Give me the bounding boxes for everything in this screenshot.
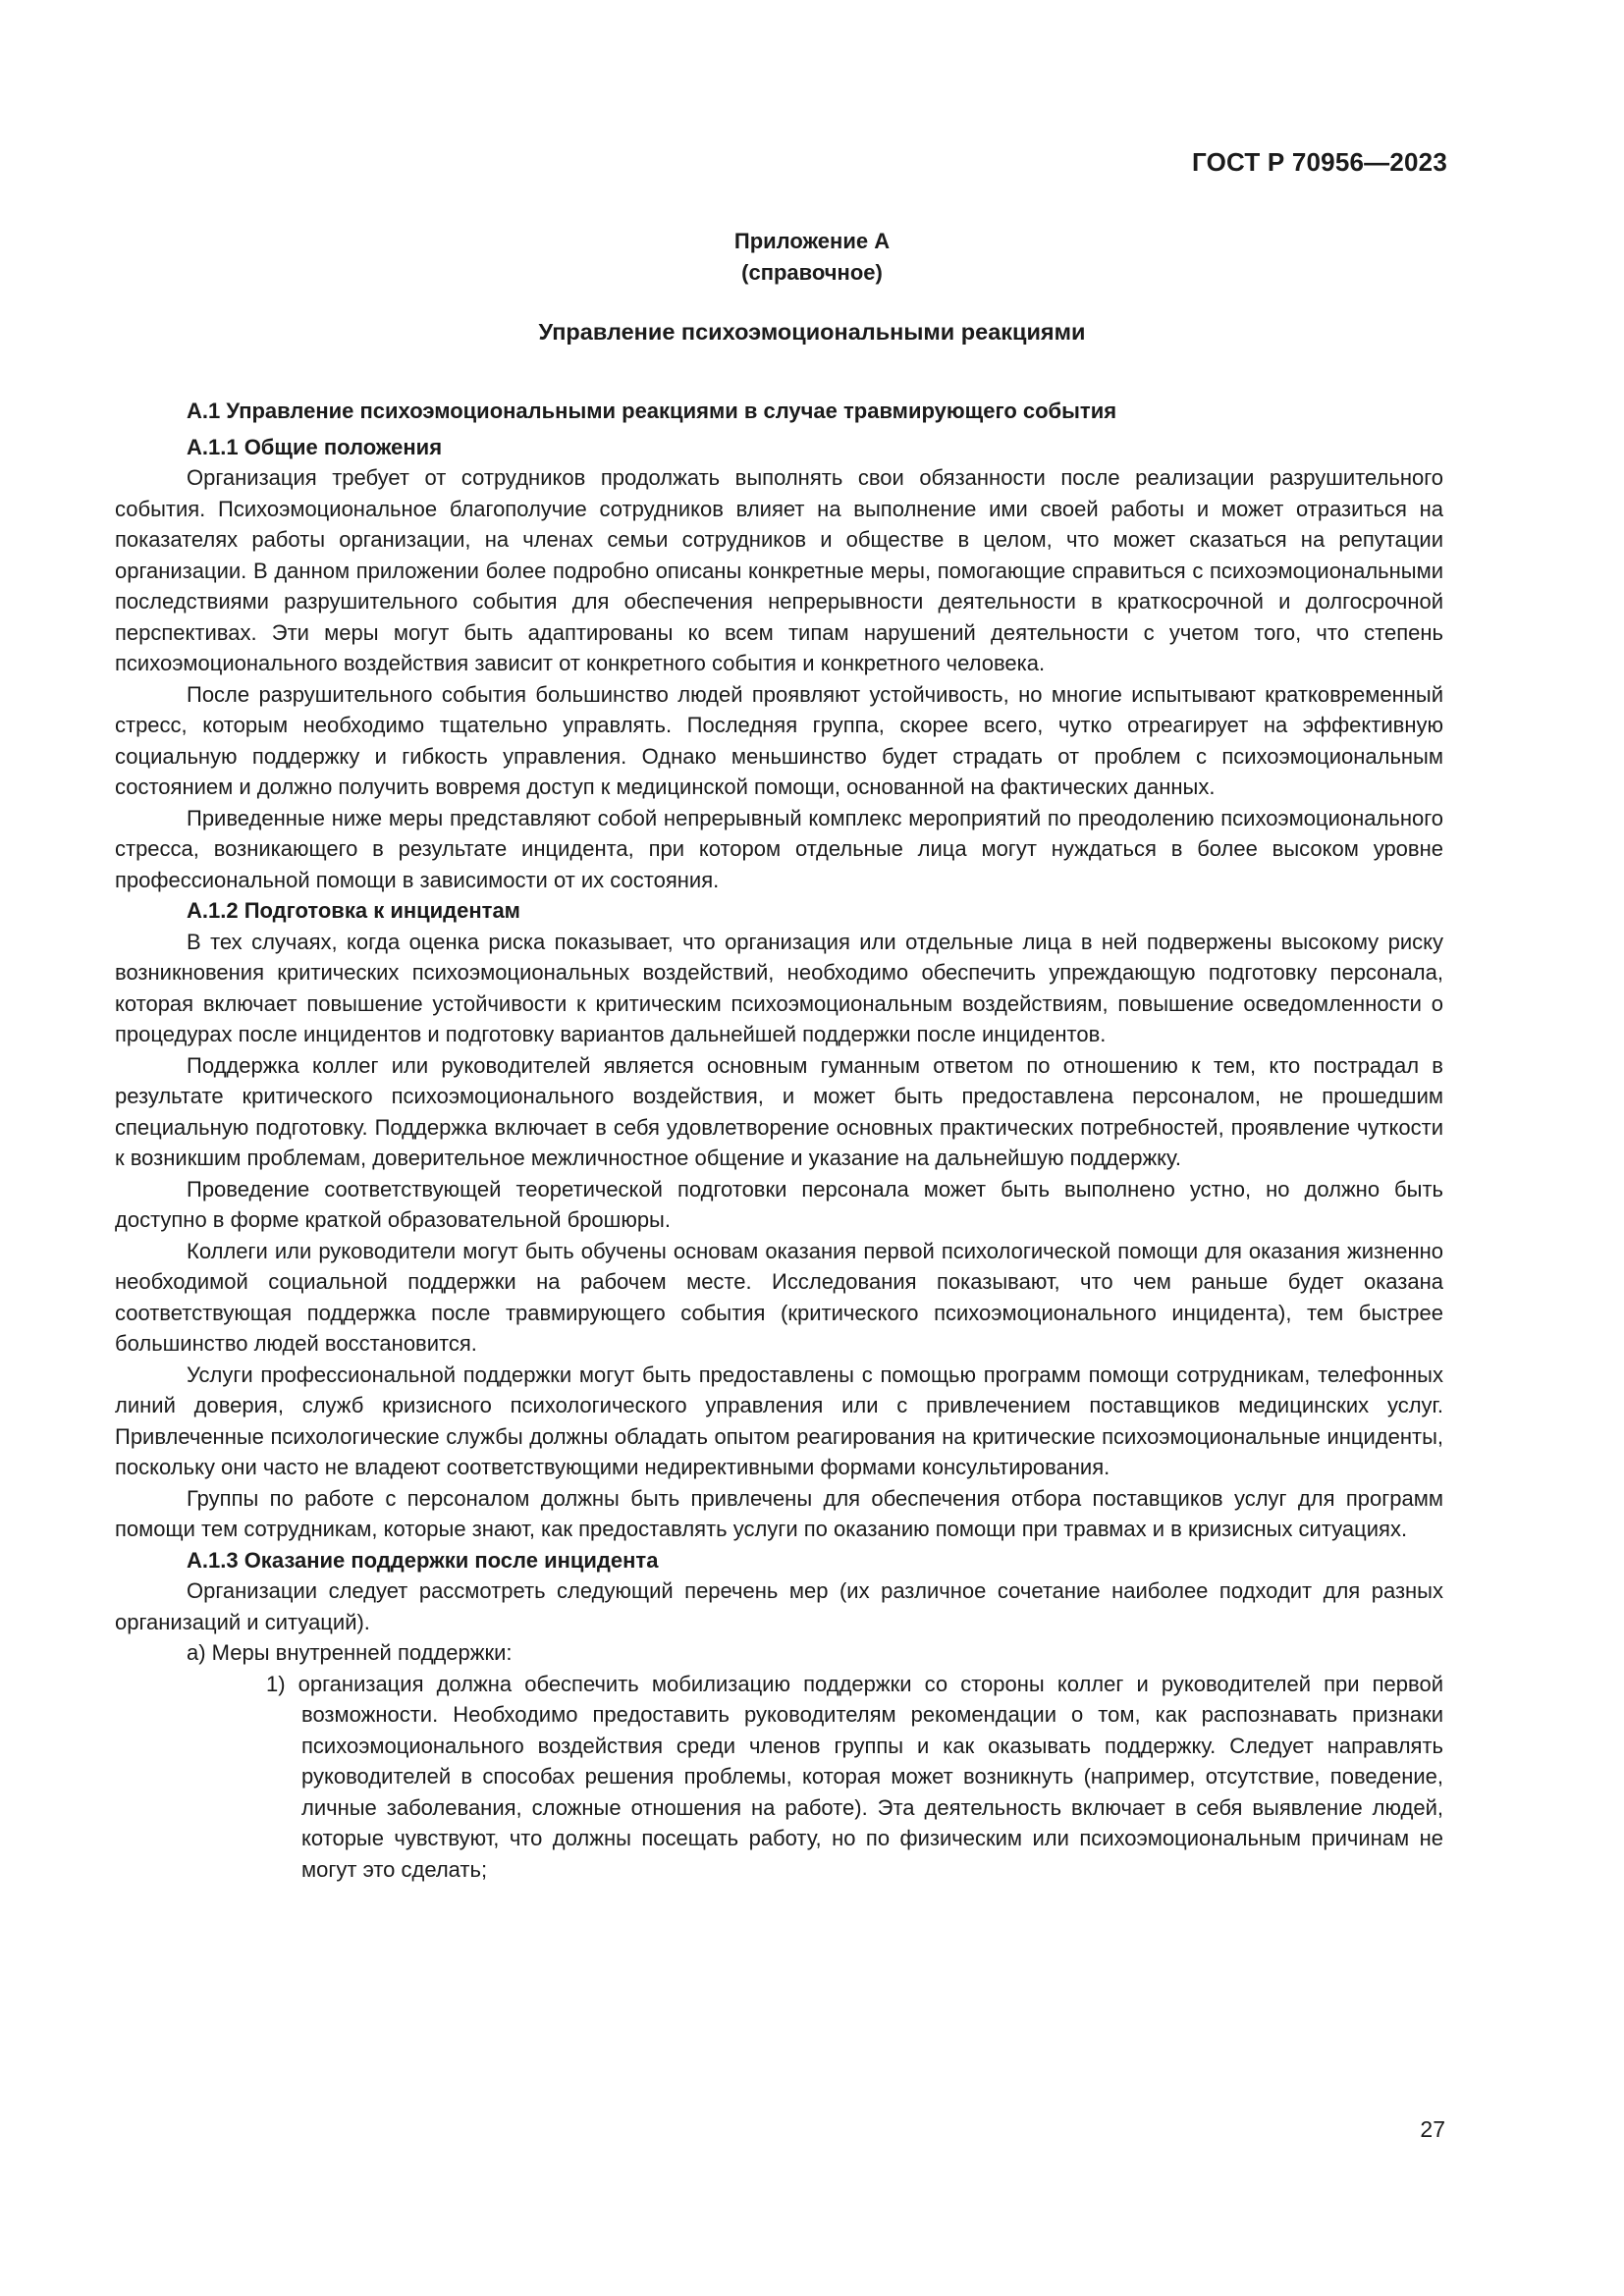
paragraph: Приведенные ниже меры представляют собой непрерывный комплекс мероприятий по преодолению психоэмоционального стресса, возникающего в результате инцидента, при котором отдельные лица могут нуждаться в более высоком уровне профессиональной помощи в зависимости от их состояния. [115,805,1443,892]
section-heading-a12: А.1.2 Подготовка к инцидентам [187,898,520,923]
paragraph: Проведение соответствующей теоретической подготовки персонала может быть выполнено устно, но должно быть доступно в форме краткой образовательной брошюры. [115,1176,1443,1232]
section-heading-a13: А.1.3 Оказание поддержки после инцидента [187,1547,659,1573]
paragraph: Поддержка коллег или руководителей является основным гуманным ответом по отношению к тем, кто пострадал в результате критического психоэмоционального воздействия, и может быть предоставлена персоналом, не прошедшим специальную подготовку. Поддержка включает в себя удовлетворение основных практических потребностей, проявление чуткости к возникшим проблемам, доверительное межличностное общение и указание на дальнейшую поддержку. [115,1052,1443,1170]
list-item-a: а) Меры внутренней поддержки: [187,1640,513,1665]
section-heading-a11: А.1.1 Общие положения [187,434,443,459]
page-number: 27 [1420,2116,1445,2142]
paragraph: После разрушительного события большинство людей проявляют устойчивость, но многие испытывают кратковременный стресс, которым необходимо тщательно управлять. Последняя группа, скорее всего, чутко отреагирует на эффективную социальную поддержку и гибкость управления. Однако меньшинство будет страдать от проблем с психоэмоциональным состоянием и должно получить вовремя доступ к медицинской помощи, основанной на фактических данных. [115,681,1443,799]
appendix-kind: (справочное) [741,260,883,285]
list-item-1: 1) организация должна обеспечить мобилизацию поддержки со стороны коллег и руководителей при первой возможности. Необходимо предоставить руководителям рекомендации о том, как распознавать признаки психоэмоционального воздействия среди членов группы и как оказывать поддержку. Следует направлять руководителей в способах решения проблемы, которая может возникнуть (например, отсутствие, поведение, личные заболевания, сложные отношения на работе). Эта деятельность включает в себя выявление людей, которые чувствуют, что должны посещать работу, но по физическим или психоэмоциональным причинам не могут это сделать; [266,1671,1443,1882]
paragraph: Услуги профессиональной поддержки могут быть предоставлены с помощью программ помощи сотрудникам, телефонных линий доверия, служб кризисного психологического управления или с привлечением поставщиков медицинских услуг. Привлеченные психологические службы должны обладать опытом реагирования на критические психоэмоциональные инциденты, поскольку они часто не владеют соответствующими недирективными формами консультирования. [115,1362,1443,1479]
appendix-title: Управление психоэмоциональными реакциями [538,319,1086,345]
section-heading-a1: А.1 Управление психоэмоциональными реакциями в случае травмирующего события [187,399,1117,423]
paragraph: Организация требует от сотрудников продолжать выполнять свои обязанности после реализации разрушительного события. Психоэмоциональное благополучие сотрудников влияет на выполнение ими своей работы и может отразиться на показателях работы организации, на членах семьи сотрудников и обществе в целом, что может сказаться на репутации организации. В данном приложении более подробно описаны конкретные меры, помогающие справиться с психоэмоциональными последствиями разрушительного события для обеспечения непрерывности деятельности в краткосрочной и долгосрочной перспективах. Эти меры могут быть адаптированы ко всем типам нарушений деятельности с учетом того, что степень психоэмоционального воздействия зависит от конкретного события и конкретного человека. [115,465,1443,675]
paragraph: Организации следует рассмотреть следующий перечень мер (их различное сочетание наиболее подходит для разных организаций и ситуаций). [115,1578,1443,1634]
document-code: ГОСТ Р 70956—2023 [1192,147,1447,177]
paragraph: Коллеги или руководители могут быть обучены основам оказания первой психологической помощи для оказания жизненно необходимой социальной поддержки на рабочем месте. Исследования показывают, что чем раньше будет оказана соответствующая поддержка после травмирующего события (критического психоэмоционального инцидента), тем быстрее большинство людей восстановится. [115,1238,1443,1356]
paragraph: Группы по работе с персоналом должны быть привлечены для обеспечения отбора поставщиков услуг для программ помощи тем сотрудникам, которые знают, как предоставлять услуги по оказанию помощи при травмах и в кризисных ситуациях. [115,1485,1443,1541]
appendix-label: Приложение А [733,229,891,253]
appendix-header [0,226,1624,289]
document-body [115,396,1443,1885]
paragraph: В тех случаях, когда оценка риска показывает, что организация или отдельные лица в ней подвержены высокому риску возникновения критических психоэмоциональных воздействий, необходимо обеспечить упреждающую подготовку персонала, которая включает повышение устойчивости к критическим психоэмоциональным воздействиям, повышение осведомленности о процедурах после инцидентов и подготовку вариантов дальнейшей поддержки после инцидентов. [115,929,1443,1046]
